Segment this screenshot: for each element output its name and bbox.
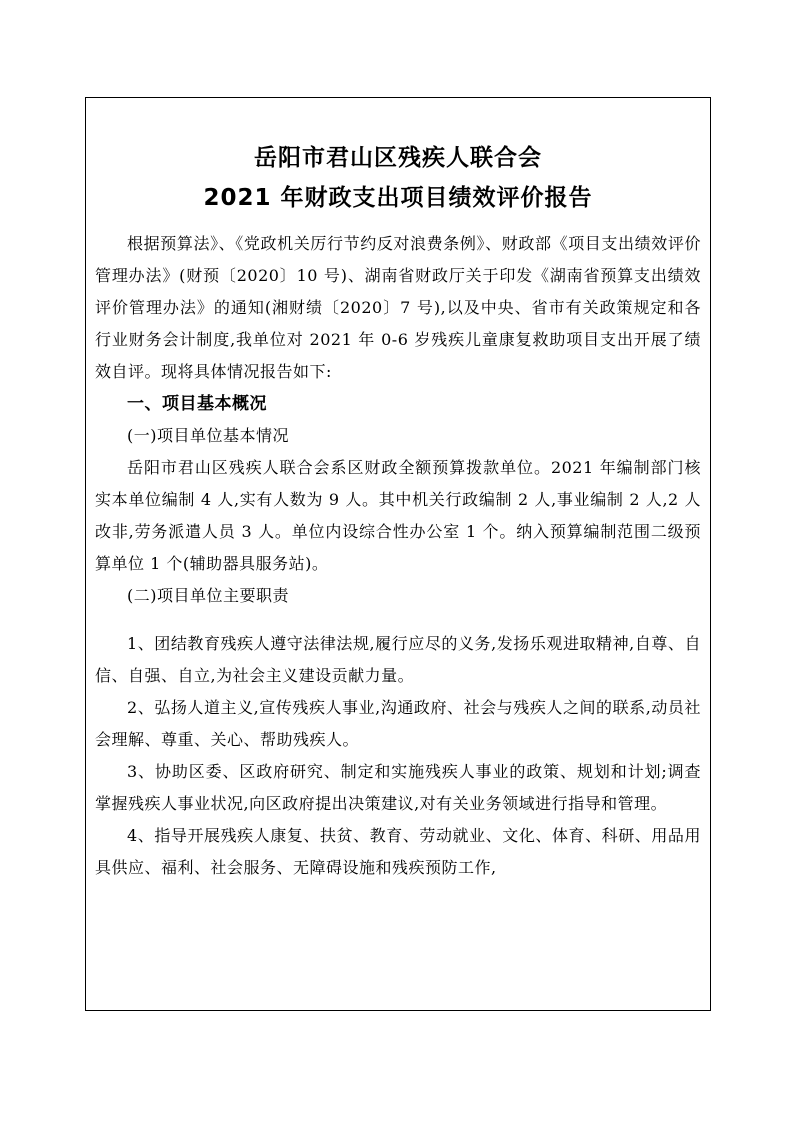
intro-paragraph: 根据预算法》、《党政机关厉行节约反对浪费条例》、财政部《项目支出绩效评价管理办法》(财预〔2020〕10 号)、湖南省财政厅关于印发《湖南省预算支出绩效评价管理办法》的通知(湘财绩〔2020〕7 号),以及中央、省市有关政策规定和各行业财务会计制度,我单位对 2021 年 0-6 岁残疾儿童康复救助项目支出开展了绩效自评。现将具体情况报告如下: (95, 234, 701, 381)
section-heading-overview: 一、项目基本概况 (127, 394, 267, 414)
report-body (95, 228, 701, 884)
duty-item: 3、协助区委、区政府研究、制定和实施残疾人事业的政策、规划和计划;调查掌握残疾人事业状况,向区政府提出决策建议,对有关业务领域进行指导和管理。 (95, 762, 701, 813)
report-title: 2021 年财政支出项目绩效评价报告 (203, 185, 593, 211)
duty-item: 1、团结教育残疾人遵守法律法规,履行应尽的义务,发扬乐观进取精神,自尊、自信、自强、自立,为社会主义建设贡献力量。 (95, 634, 701, 685)
duty-item: 4、指导开展残疾人康复、扶贫、教育、劳动就业、文化、体育、科研、用品用具供应、福利、社会服务、无障碍设施和残疾预防工作, (95, 826, 701, 877)
unit-info-paragraph: 岳阳市君山区残疾人联合会系区财政全额预算拨款单位。2021 年编制部门核实本单位编制 4 人,实有人数为 9 人。其中机关行政编制 2 人,事业编制 2 人,2 人改非,劳务派遣人员 3 人。单位内设综合性办公室 1 个。纳入预算编制范围二级预算单位 1 个(辅助器具服务站)。 (95, 458, 701, 573)
subsection-heading-unit-info: (一)项目单位基本情况 (127, 426, 289, 445)
duty-item: 2、弘扬人道主义,宣传残疾人事业,沟通政府、社会与残疾人之间的联系,动员社会理解、尊重、关心、帮助残疾人。 (95, 698, 701, 749)
subsection-heading-duties: (二)项目单位主要职责 (127, 586, 289, 605)
report-title-org: 岳阳市君山区残疾人联合会 (254, 145, 542, 171)
